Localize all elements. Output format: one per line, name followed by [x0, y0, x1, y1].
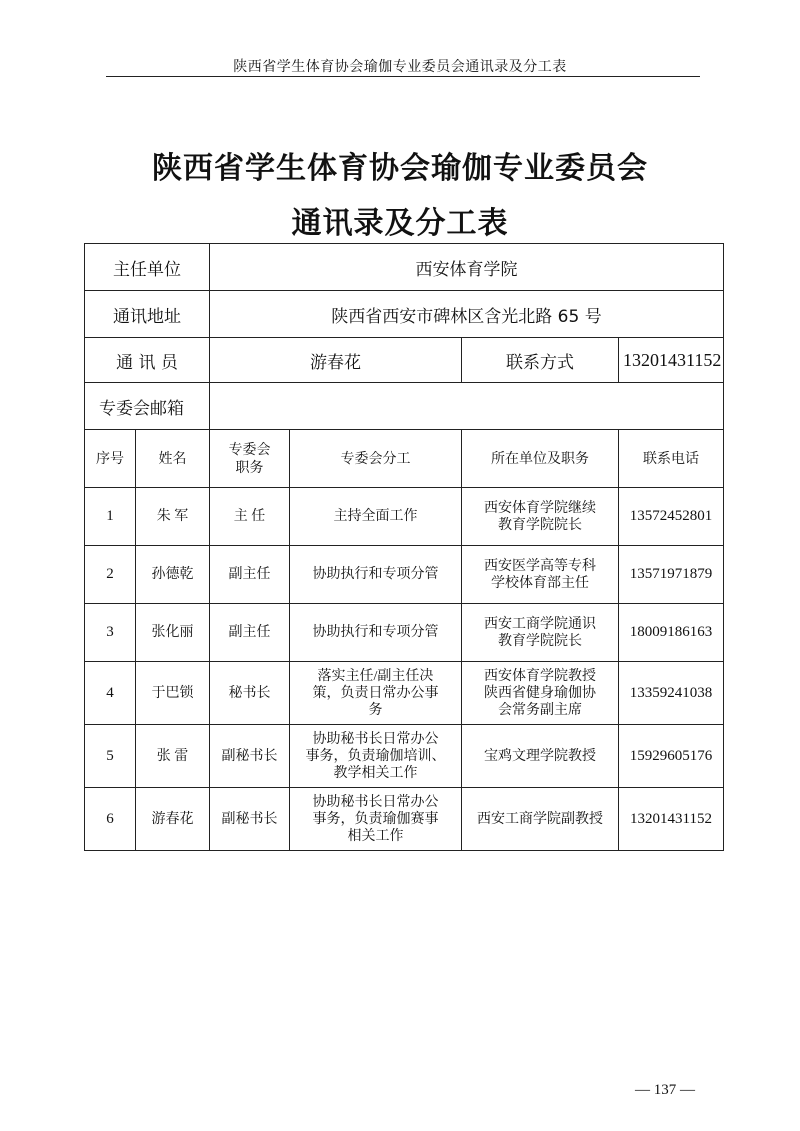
- member-org-line: 西安工商学院通识: [484, 616, 596, 632]
- running-header: 陕西省学生体育协会瑜伽专业委员会通讯录及分工表: [233, 59, 567, 75]
- member-duty-line: 协助执行和专项分管: [312, 625, 439, 640]
- member-duty: [290, 488, 462, 546]
- member-org-line: 宝鸡文理学院教授: [484, 748, 596, 764]
- member-org-line: 西安医学高等专科: [484, 558, 596, 574]
- member-duty-line: 务: [368, 702, 383, 718]
- column-header-role: [210, 430, 290, 488]
- contact-method-value: 13201431152: [619, 338, 724, 383]
- member-org-line: 学校体育部主任: [491, 575, 589, 591]
- member-duty-line: 落实主任/副主任决: [317, 668, 434, 684]
- member-role: 秘书长: [210, 662, 290, 725]
- member-phone: 13571971879: [619, 546, 724, 604]
- member-org: [462, 725, 619, 788]
- member-duty: [290, 546, 462, 604]
- member-name: 朱 军: [136, 488, 210, 546]
- table-row: [85, 488, 724, 546]
- member-name: 于巴锁: [136, 662, 210, 725]
- member-seq: 4: [85, 662, 136, 725]
- member-duty-line: 主持全面工作: [333, 509, 418, 524]
- member-org-line: 西安体育学院继续: [484, 500, 596, 516]
- page-title-line-1: 陕西省学生体育协会瑜伽专业委员会: [152, 151, 648, 186]
- column-header-row: [85, 430, 724, 488]
- member-name: 张化丽: [136, 604, 210, 662]
- member-seq: 1: [85, 488, 136, 546]
- member-seq: 2: [85, 546, 136, 604]
- column-header-role-line1: 专委会: [228, 441, 271, 458]
- member-name: 孙德乾: [136, 546, 210, 604]
- host-label: 主任单位: [85, 244, 210, 291]
- member-seq: 3: [85, 604, 136, 662]
- member-duty: [290, 662, 462, 725]
- member-duty-line: 事务，负责瑜伽赛事: [312, 811, 439, 827]
- column-header-phone: 联系电话: [619, 430, 724, 488]
- member-org: [462, 488, 619, 546]
- column-header-duty: 专委会分工: [290, 430, 462, 488]
- member-phone: 15929605176: [619, 725, 724, 788]
- member-duty-line: 协助秘书长日常办公: [312, 794, 439, 810]
- page-number: — 137 —: [635, 1082, 695, 1098]
- member-duty-line: 策，负责日常办公事: [312, 685, 439, 701]
- member-duty-line: 协助秘书长日常办公: [312, 731, 439, 747]
- column-header-seq: 序号: [85, 430, 136, 488]
- contact-method-label: 联系方式: [462, 338, 619, 383]
- member-org-line: 会常务副主席: [498, 702, 582, 718]
- header-rule: [106, 76, 700, 77]
- table-row: [85, 546, 724, 604]
- contact-label: 通 讯 员: [85, 338, 210, 383]
- address-value: 陕西省西安市碑林区含光北路 65 号: [210, 291, 724, 338]
- member-duty-line: 协助执行和专项分管: [312, 567, 439, 582]
- member-org-line: 陕西省健身瑜伽协: [484, 685, 596, 701]
- member-duty-line: 事务，负责瑜伽培训、: [305, 748, 446, 764]
- member-role: 副秘书长: [210, 725, 290, 788]
- email-label: 专委会邮箱: [85, 383, 210, 430]
- member-duty-line: 教学相关工作: [333, 765, 418, 781]
- column-header-org: 所在单位及职务: [462, 430, 619, 488]
- column-header-name: 姓名: [136, 430, 210, 488]
- member-duty-line: 相关工作: [347, 828, 404, 844]
- table-row: [85, 604, 724, 662]
- member-role: 主 任: [210, 488, 290, 546]
- member-role: 副秘书长: [210, 788, 290, 851]
- member-duty: [290, 788, 462, 851]
- address-label: 通讯地址: [85, 291, 210, 338]
- member-org: [462, 662, 619, 725]
- page-title-line-2: 通讯录及分工表: [291, 206, 509, 241]
- email-value: [210, 383, 724, 430]
- contact-value: 游春花: [210, 338, 462, 383]
- member-phone: 18009186163: [619, 604, 724, 662]
- member-org-line: 西安工商学院副教授: [477, 811, 603, 827]
- member-duty: [290, 725, 462, 788]
- host-row: [85, 244, 724, 291]
- host-value: 西安体育学院: [210, 244, 724, 291]
- member-seq: 6: [85, 788, 136, 851]
- member-name: 游春花: [136, 788, 210, 851]
- member-role: 副主任: [210, 604, 290, 662]
- member-phone: 13359241038: [619, 662, 724, 725]
- table-row: [85, 662, 724, 725]
- table-row: [85, 725, 724, 788]
- member-org-line: 教育学院院长: [498, 517, 582, 533]
- table-row: [85, 788, 724, 851]
- member-org-line: 教育学院院长: [498, 633, 582, 649]
- address-row: [85, 291, 724, 338]
- member-name: 张 雷: [136, 725, 210, 788]
- column-header-role-line2: 职务: [235, 459, 264, 476]
- member-phone: 13572452801: [619, 488, 724, 546]
- directory-table: [84, 243, 724, 851]
- member-phone: 13201431152: [619, 788, 724, 851]
- member-org: [462, 788, 619, 851]
- member-role: 副主任: [210, 546, 290, 604]
- member-org: [462, 546, 619, 604]
- member-org: [462, 604, 619, 662]
- member-duty: [290, 604, 462, 662]
- member-org-line: 西安体育学院教授: [484, 668, 596, 684]
- email-row: [85, 383, 724, 430]
- contact-row: [85, 338, 724, 383]
- member-seq: 5: [85, 725, 136, 788]
